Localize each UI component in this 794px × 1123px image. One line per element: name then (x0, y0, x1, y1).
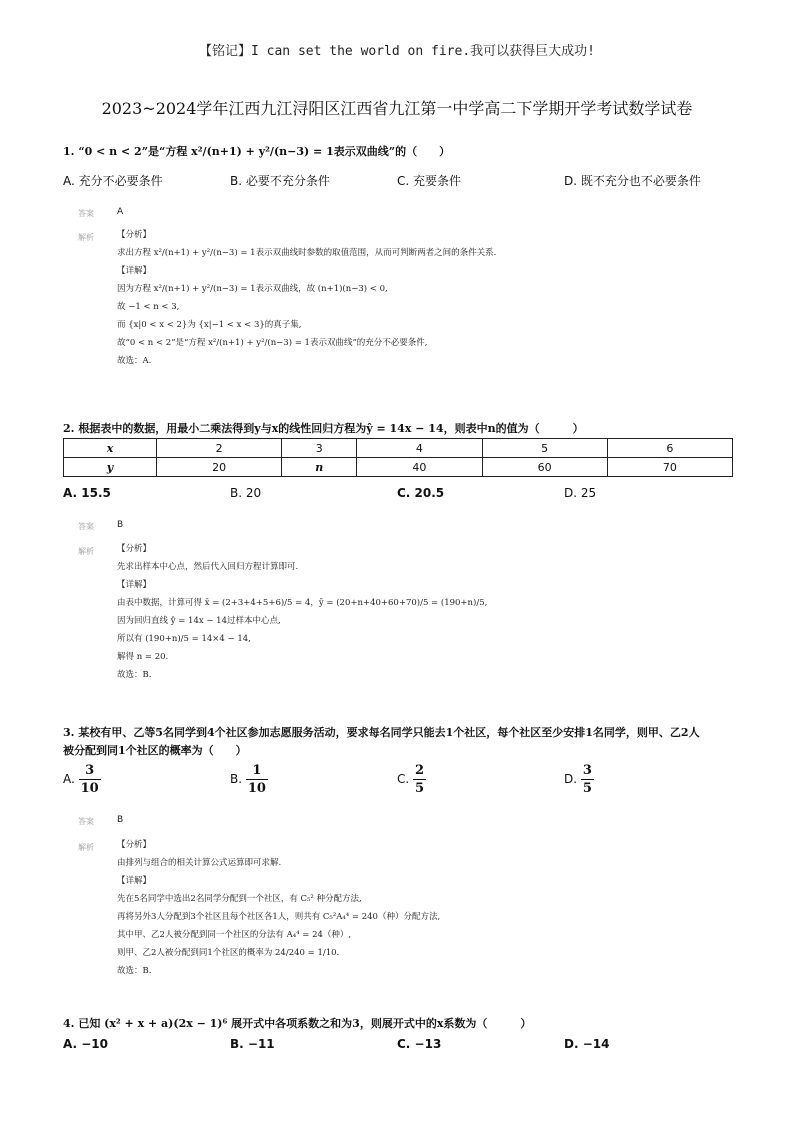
q3-option-letter: A. (63, 772, 75, 786)
q3-option-fraction (581, 762, 594, 797)
motto-header: 【铭记】I can set the world on fire.我可以获得巨大成功! (199, 44, 595, 59)
q3-explanation (117, 836, 440, 980)
q3-exp-line: 则甲、乙2人被分配到同1个社区的概率为 24/240 = 1/10. (117, 948, 340, 958)
table-cell: 4 (357, 439, 482, 458)
q2-exp-line: 由表中数据，计算可得 x̄ = (2+3+4+5+6)/5 = 4，ȳ = (20+n+40+60+70)/5 = (190+n)/5, (117, 598, 488, 608)
question-1-stem: 1. “0 < n < 2”是“方程 x²/(n+1) + y²/(n−3) = 1表示双曲线”的（ ） (63, 145, 451, 158)
q1-option-c: C. 充要条件 (397, 174, 462, 188)
fraction-numerator: 1 (246, 762, 268, 780)
q1-exp-line: 故“0 < n < 2”是“方程 x²/(n+1) + y²/(n−3) = 1表示双曲线”的充分不必要条件, (117, 338, 428, 348)
q2-option-a: A. 15.5 (63, 486, 111, 500)
table-cell: x (64, 439, 157, 458)
q2-exp-line: 【分析】 (117, 544, 152, 554)
q3-option-fraction (246, 762, 268, 797)
fraction-denominator: 10 (80, 781, 99, 796)
q3-option-letter: D. (564, 772, 578, 786)
q1-answer-label: 答案 (78, 209, 94, 218)
q1-explanation (117, 226, 496, 370)
q3-exp-line: 先在5名同学中选出2名同学分配到一个社区，有 C₅² 种分配方法, (117, 894, 362, 904)
exam-title: 2023~2024学年江西九江浔阳区江西省九江第一中学高二下学期开学考试数学试卷 (101, 99, 693, 118)
q3-exp-line: 【详解】 (117, 876, 152, 886)
question-3-stem-line-1: 3. 某校有甲、乙等5名同学到4个社区参加志愿服务活动，要求每名同学只能去1个社区，每个社区至少安排1名同学，则甲、乙2人 (63, 726, 700, 739)
q2-explanation (117, 540, 487, 684)
q2-exp-line: 故选：B. (117, 670, 152, 680)
table-row-x (64, 439, 733, 458)
q2-answer-value: B (117, 520, 124, 530)
q1-exp-line: 求出方程 x²/(n+1) + y²/(n−3) = 1表示双曲线时参数的取值范围，从而可判断两者之间的条件关系. (117, 248, 497, 258)
q1-option-a: A. 充分不必要条件 (63, 174, 163, 188)
q2-exp-line: 解得 n = 20. (117, 652, 169, 662)
q2-analysis-label: 解析 (78, 547, 94, 556)
table-cell: 60 (482, 458, 607, 477)
q1-exp-line: 因为方程 x²/(n+1) + y²/(n−3) = 1表示双曲线，故 (n+1)(n−3) < 0, (117, 284, 388, 294)
q3-exp-line: 其中甲、乙2人被分配到同一个社区的分法有 A₄⁴ = 24（种）, (117, 930, 352, 940)
q2-exp-line: 先求出样本中心点，然后代入回归方程计算即可. (117, 562, 299, 572)
question-4-stem: 4. 已知 (x² + x + a)(2x − 1)⁶ 展开式中各项系数之和为3，则展开式中的x系数为（ ） (63, 1017, 532, 1030)
q1-exp-line: 【详解】 (117, 266, 152, 276)
q2-exp-line: 因为回归直线 ŷ = 14x − 14过样本中心点, (117, 616, 281, 626)
q3-option-a (63, 762, 101, 797)
q4-option-c: C. −13 (397, 1037, 442, 1051)
table-cell: 6 (607, 439, 732, 458)
q3-exp-line: 由排列与组合的相关计算公式运算即可求解. (117, 858, 282, 868)
q3-exp-line: 故选：B. (117, 966, 152, 976)
q3-exp-line: 【分析】 (117, 840, 152, 850)
table-cell: n (282, 458, 357, 477)
q1-analysis-label: 解析 (78, 233, 94, 242)
q3-analysis-label: 解析 (78, 843, 94, 852)
q2-option-d: D. 25 (564, 486, 597, 500)
q2-exp-line: 所以有 (190+n)/5 = 14×4 − 14, (117, 634, 251, 644)
q2-exp-line: 【详解】 (117, 580, 152, 590)
q3-option-letter: B. (230, 772, 243, 786)
q3-answer-value: B (117, 815, 124, 825)
q4-option-d: D. −14 (564, 1037, 610, 1051)
q3-exp-line: 再将另外3人分配到3个社区且每个社区各1人，则共有 C₅²A₄⁴ = 240（种）分配方法, (117, 912, 441, 922)
q3-option-d (564, 762, 594, 797)
fraction-numerator: 3 (79, 762, 101, 780)
q3-option-fraction (413, 762, 426, 797)
q1-option-d: D. 既不充分也不必要条件 (564, 174, 701, 188)
q4-option-b: B. −11 (230, 1037, 275, 1051)
fraction-denominator: 5 (415, 781, 425, 796)
q2-answer-label: 答案 (78, 522, 94, 531)
fraction-denominator: 5 (582, 781, 592, 796)
fraction-numerator: 2 (415, 763, 425, 778)
q3-option-fraction (79, 762, 101, 797)
q2-option-c: C. 20.5 (397, 486, 445, 500)
q1-option-b: B. 必要不充分条件 (230, 174, 330, 188)
q3-option-letter: C. (397, 772, 410, 786)
q1-exp-line: 故选：A. (117, 356, 152, 366)
table-cell: 3 (282, 439, 357, 458)
question-2-stem: 2. 根据表中的数据，用最小二乘法得到y与x的线性回归方程为ŷ = 14x − 14，则表中n的值为（ ） (63, 422, 584, 435)
table-cell: 2 (157, 439, 282, 458)
q3-option-b (230, 762, 268, 797)
table-cell: 5 (482, 439, 607, 458)
table-cell: 40 (357, 458, 482, 477)
q4-option-a: A. −10 (63, 1037, 108, 1051)
fraction-denominator: 10 (247, 781, 266, 796)
table-row-y (64, 458, 733, 477)
q1-exp-line: 【分析】 (117, 230, 152, 240)
question-3-stem-line-2: 被分配到同1个社区的概率为（ ） (63, 744, 247, 757)
fraction-numerator: 3 (582, 763, 592, 778)
q3-answer-label: 答案 (78, 817, 94, 826)
q3-option-c (397, 762, 426, 797)
q1-exp-line: 而 {x|0 < x < 2}为 {x|−1 < x < 3}的真子集, (117, 320, 302, 330)
data-table (63, 438, 733, 477)
q2-option-b: B. 20 (230, 486, 262, 500)
q1-answer-value: A (117, 207, 124, 217)
q1-exp-line: 故 −1 < n < 3, (117, 302, 180, 312)
table-cell: y (64, 458, 157, 477)
table-cell: 20 (157, 458, 282, 477)
table-cell: 70 (607, 458, 732, 477)
